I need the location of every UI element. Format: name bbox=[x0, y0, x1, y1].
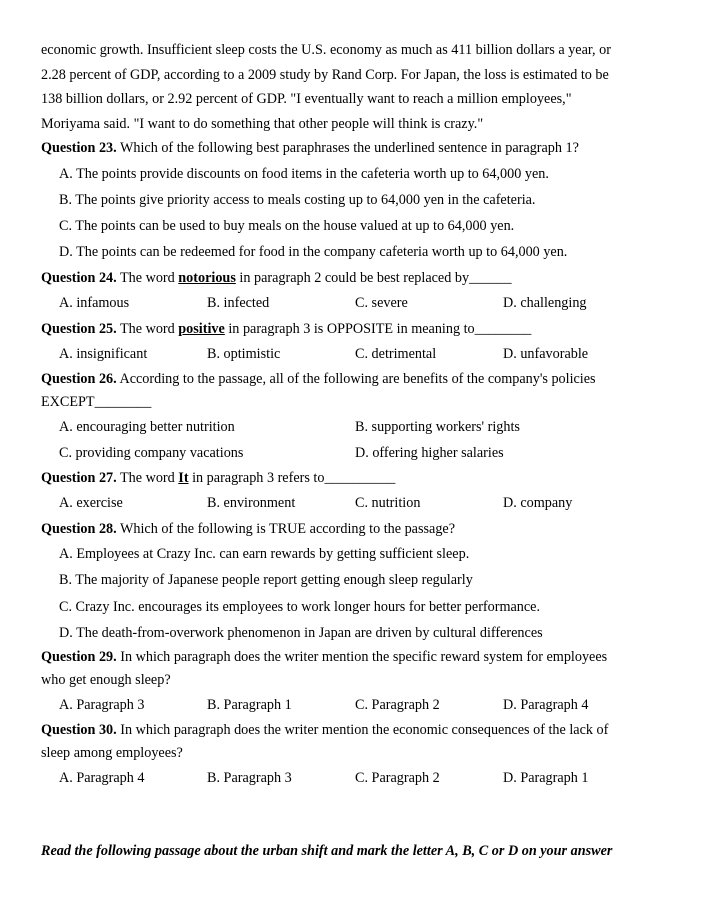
section-instruction: Read the following passage about the urban shift and mark the letter A, B, C or D on your answer bbox=[41, 843, 613, 859]
option-d: D. The points can be redeemed for food in the company cafeteria worth up to 64,000 yen. bbox=[59, 244, 568, 261]
question-23 bbox=[41, 136, 671, 161]
passage-line: Moriyama said. "I want to do something that other people will think is crazy." bbox=[41, 115, 484, 132]
question-text: in paragraph 3 is OPPOSITE in meaning to________ bbox=[224, 320, 532, 337]
option-d: D. Paragraph 1 bbox=[503, 769, 589, 786]
question-26 bbox=[41, 368, 671, 414]
options-23 bbox=[41, 161, 671, 266]
option-a: A. exercise bbox=[59, 495, 123, 512]
question-label: Question 25. bbox=[41, 320, 117, 337]
option-b: B. The points give priority access to meals costing up to 64,000 yen in the cafeteria. bbox=[59, 191, 536, 208]
question-label: Question 24. bbox=[41, 269, 117, 286]
option-c: C. Crazy Inc. encourages its employees to work longer hours for better performance. bbox=[59, 598, 541, 615]
option-a: A. insignificant bbox=[59, 346, 148, 363]
question-label: Question 30. bbox=[41, 721, 117, 738]
option-b: B. The majority of Japanese people report getting enough sleep regularly bbox=[59, 572, 473, 589]
options-27 bbox=[41, 490, 671, 517]
option-c: C. Paragraph 2 bbox=[355, 697, 440, 714]
option-b: B. optimistic bbox=[207, 346, 281, 363]
options-26-row2 bbox=[41, 440, 671, 466]
option-c: C. Paragraph 2 bbox=[355, 769, 440, 786]
options-26-row1 bbox=[41, 414, 671, 440]
option-d: D. company bbox=[503, 495, 573, 512]
question-text: Which of the following best paraphrases the underlined sentence in paragraph 1? bbox=[116, 140, 579, 156]
options-28 bbox=[41, 541, 671, 646]
option-b: B. infected bbox=[207, 295, 270, 312]
underlined-word: positive bbox=[178, 320, 225, 337]
option-d: D. Paragraph 4 bbox=[503, 697, 589, 714]
option-c: C. providing company vacations bbox=[59, 444, 244, 461]
option-a: A. The points provide discounts on food items in the cafeteria worth up to 64,000 yen. bbox=[59, 165, 549, 182]
passage-paragraph bbox=[41, 38, 671, 136]
question-25 bbox=[41, 317, 671, 342]
option-c: C. The points can be used to buy meals on the house valued at up to 64,000 yen. bbox=[59, 218, 515, 235]
option-b: B. Paragraph 3 bbox=[207, 769, 292, 786]
question-text: The word bbox=[116, 320, 179, 337]
question-text: According to the passage, all of the following are benefits of the company's policies bbox=[116, 370, 596, 387]
option-d: D. challenging bbox=[503, 295, 587, 312]
passage-line: 138 billion dollars, or 2.92 percent of GDP. "I eventually want to reach a million employees," bbox=[41, 91, 572, 107]
option-a: A. infamous bbox=[59, 295, 130, 312]
option-b: B. environment bbox=[207, 495, 296, 512]
question-label: Question 23. bbox=[41, 140, 117, 156]
question-label: Question 28. bbox=[41, 520, 117, 537]
question-text: In which paragraph does the writer mention the specific reward system for employees bbox=[116, 649, 608, 666]
option-c: C. detrimental bbox=[355, 346, 437, 363]
option-d: D. offering higher salaries bbox=[355, 444, 504, 461]
question-text: in paragraph 3 refers to__________ bbox=[188, 469, 396, 486]
option-a: A. Paragraph 4 bbox=[59, 769, 145, 786]
passage-line: economic growth. Insufficient sleep costs the U.S. economy as much as 411 billion dollars a year, or bbox=[41, 42, 611, 58]
question-30 bbox=[41, 719, 671, 765]
question-text: sleep among employees? bbox=[41, 744, 183, 761]
option-c: C. severe bbox=[355, 295, 408, 312]
option-c: C. nutrition bbox=[355, 495, 421, 512]
question-text: in paragraph 2 could be best replaced by______ bbox=[235, 269, 512, 286]
question-text: The word bbox=[116, 269, 179, 286]
option-a: A. Employees at Crazy Inc. can earn rewards by getting sufficient sleep. bbox=[59, 546, 470, 563]
question-24 bbox=[41, 266, 671, 291]
question-text: EXCEPT________ bbox=[41, 393, 152, 410]
options-25 bbox=[41, 341, 671, 368]
underlined-word: It bbox=[178, 469, 189, 486]
underlined-word: notorious bbox=[178, 269, 236, 286]
options-24 bbox=[41, 290, 671, 317]
option-d: D. unfavorable bbox=[503, 346, 589, 363]
option-d: D. The death-from-overwork phenomenon in Japan are driven by cultural differences bbox=[59, 625, 543, 642]
question-text: who get enough sleep? bbox=[41, 672, 171, 689]
option-b: B. Paragraph 1 bbox=[207, 697, 292, 714]
question-label: Question 27. bbox=[41, 469, 117, 486]
options-30 bbox=[41, 765, 671, 792]
question-label: Question 29. bbox=[41, 649, 117, 666]
options-29 bbox=[41, 692, 671, 719]
question-text: Which of the following is TRUE according to the passage? bbox=[116, 520, 456, 537]
option-a: A. encouraging better nutrition bbox=[59, 418, 235, 435]
option-a: A. Paragraph 3 bbox=[59, 697, 145, 714]
passage-line: 2.28 percent of GDP, according to a 2009 study by Rand Corp. For Japan, the loss is estimated to be bbox=[41, 66, 609, 83]
question-text: The word bbox=[116, 469, 179, 486]
question-27 bbox=[41, 466, 671, 491]
option-b: B. supporting workers' rights bbox=[355, 418, 520, 435]
question-28 bbox=[41, 517, 671, 542]
document-page bbox=[41, 38, 671, 791]
question-text: In which paragraph does the writer mention the economic consequences of the lack of bbox=[116, 721, 609, 738]
question-label: Question 26. bbox=[41, 370, 117, 387]
question-29 bbox=[41, 646, 671, 692]
